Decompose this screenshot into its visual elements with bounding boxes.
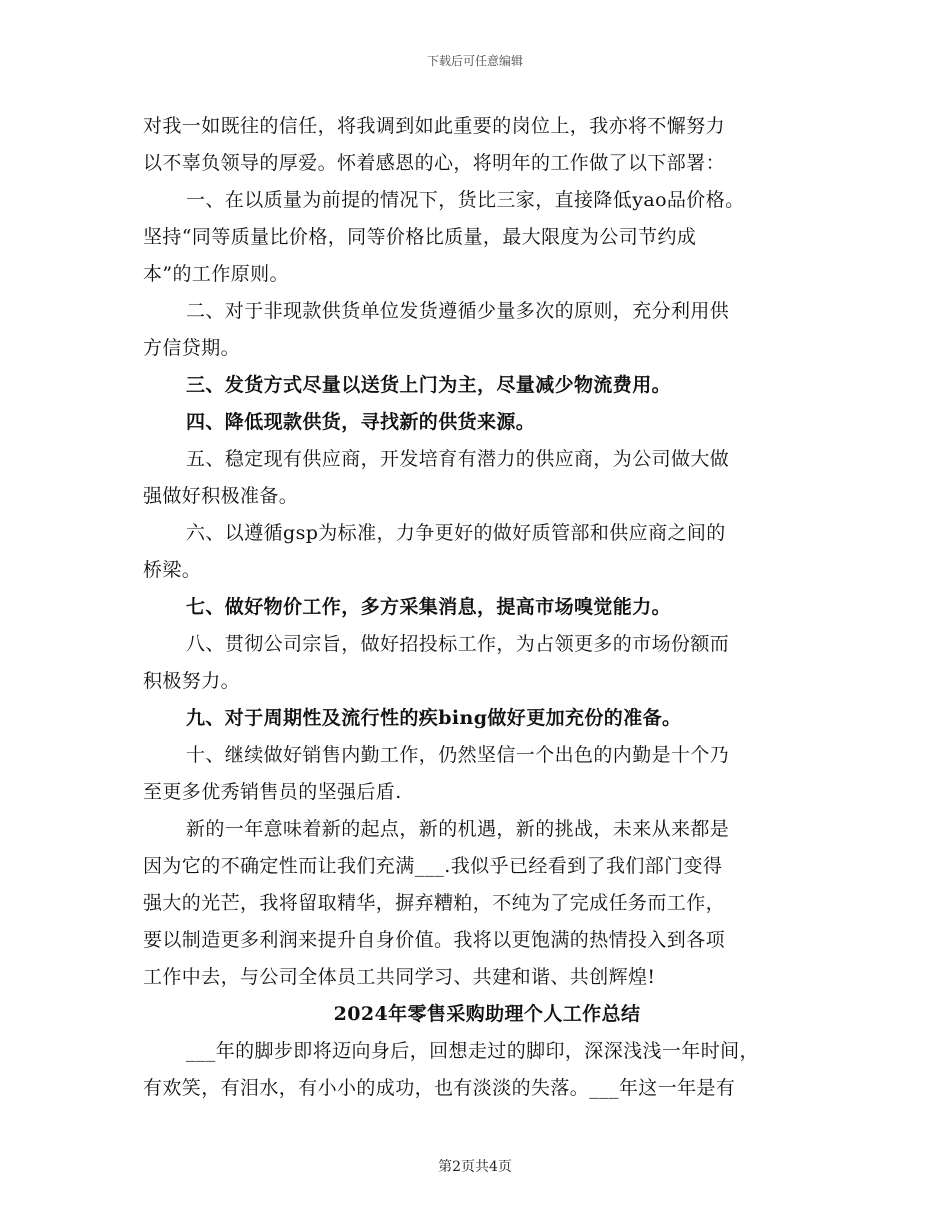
paragraph-line: 强做好积极准备。: [143, 485, 299, 507]
paragraph-line: 因为它的不确定性而让我们充满___.我似乎已经看到了我们部门变得: [143, 855, 723, 877]
paragraph-line: 至更多优秀销售员的坚强后盾.: [143, 781, 402, 803]
paragraph-line: 强大的光芒，我将留取精华，摒弃糟粕，不纯为了完成任务而工作，: [143, 892, 726, 914]
paragraph-line: 桥梁。: [143, 559, 202, 581]
paragraph-line: 坚持“同等质量比价格，同等价格比质量，最大限度为公司节约成: [143, 226, 697, 248]
paragraph-line: 本”的工作原则。: [143, 263, 289, 285]
paragraph-line: 以不辜负领导的厚爱。怀着感恩的心，将明年的工作做了以下部署：: [143, 152, 726, 174]
paragraph-line: 要以制造更多利润来提升自身价值。我将以更饱满的热情投入到各项: [143, 929, 726, 951]
page-footer: 第2页共4页: [438, 1159, 512, 1175]
list-item-8: 八、贯彻公司宗旨，做好招投标工作，为占领更多的市场份额而: [186, 633, 730, 655]
list-item-6: 六、以遵循gsp为标准，力争更好的做好质管部和供应商之间的: [186, 522, 726, 544]
page-header: 下载后可任意编辑: [426, 54, 523, 68]
paragraph-line: 对我一如既往的信任，将我调到如此重要的岗位上，我亦将不懈努力: [143, 115, 726, 137]
list-item-5: 五、稳定现有供应商，开发培育有潜力的供应商，为公司做大做: [186, 448, 730, 470]
section-title: 2024年零售采购助理个人工作总结: [333, 1003, 641, 1025]
paragraph-line: ___年的脚步即将迈向身后，回想走过的脚印，深深浅浅一年时间，: [186, 1040, 759, 1062]
paragraph-line: 积极努力。: [143, 670, 241, 692]
list-item-2: 二、对于非现款供货单位发货遵循少量多次的原则，充分利用供: [186, 300, 730, 322]
body-text: [143, 108, 823, 1107]
list-item-4: 四、降低现款供货，寻找新的供货来源。: [186, 411, 536, 433]
paragraph-line: 有欢笑，有泪水，有小小的成功，也有淡淡的失落。___年这一年是有: [143, 1077, 736, 1099]
paragraph-line: 工作中去，与公司全体员工共同学习、共建和谐、共创辉煌!: [143, 966, 656, 988]
closing-paragraph-line: 新的一年意味着新的起点，新的机遇，新的挑战，未来从来都是: [186, 818, 730, 840]
list-item-7: 七、做好物价工作，多方采集消息，提高市场嗅觉能力。: [186, 596, 672, 618]
list-item-9: 九、对于周期性及流行性的疾bing做好更加充份的准备。: [186, 707, 682, 729]
list-item-10: 十、继续做好销售内勤工作，仍然坚信一个出色的内勤是十个乃: [186, 744, 730, 766]
paragraph-line: 方信贷期。: [143, 337, 241, 359]
list-item-3: 三、发货方式尽量以送货上门为主，尽量减少物流费用。: [186, 374, 672, 396]
list-item-1: 一、在以质量为前提的情况下，货比三家，直接降低yao品价格。: [186, 189, 745, 211]
